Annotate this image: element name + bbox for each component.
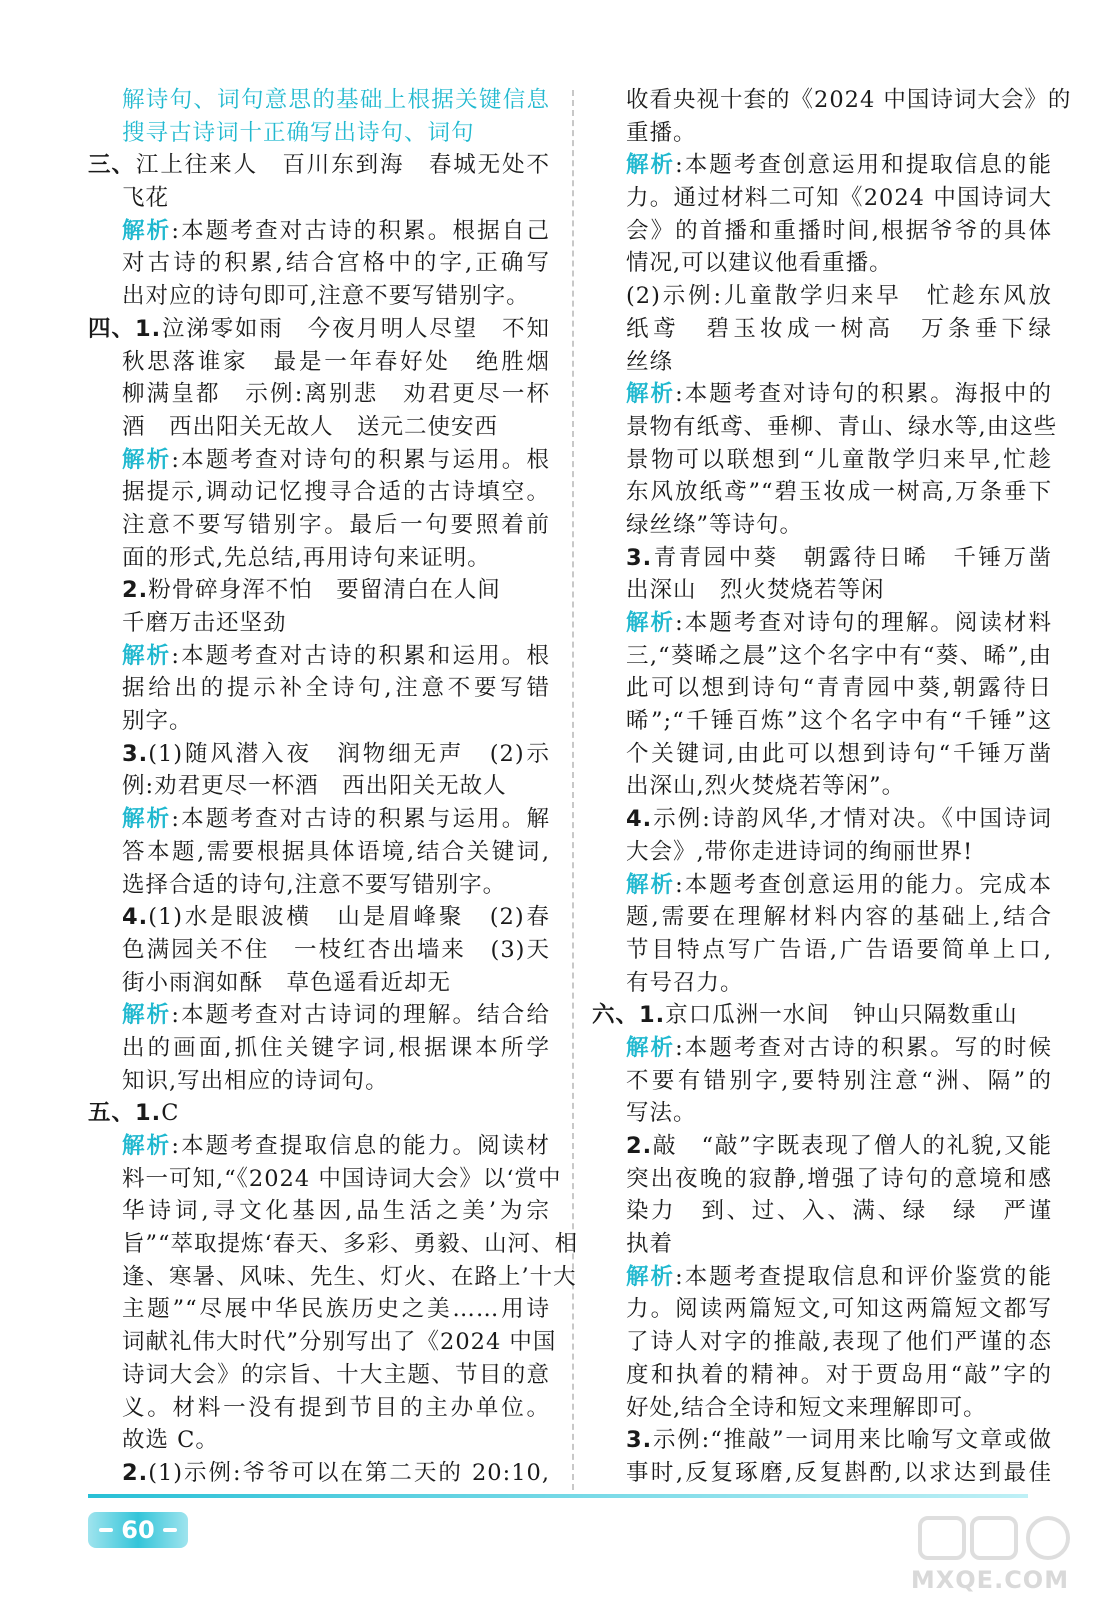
analysis-line: 解析:本题考查对古诗的积累。写的时候 <box>626 1034 1052 1061</box>
question-number: 1. <box>639 1002 666 1029</box>
analysis-line: 知识,写出相应的诗词句。 <box>122 1067 389 1094</box>
analysis-line: 三,“葵晞之晨”这个名字中有“葵、晞”,由 <box>626 642 1052 669</box>
analysis-line: 料一可知,“《2024 中国诗词大会》以‘赏中 <box>122 1165 562 1192</box>
footer-rule <box>88 1494 1028 1498</box>
analysis-line: 义。材料一没有提到节目的主办单位。 <box>122 1394 550 1421</box>
analysis-line: 会》的首播和重播时间,根据爷爷的具体 <box>626 217 1052 244</box>
analysis-label: 解析 <box>122 1002 172 1029</box>
analysis-label: 解析 <box>122 806 172 833</box>
analysis-line: 力。阅读两篇短文,可知这两篇短文都写 <box>626 1296 1052 1323</box>
answer-line: 出深山 烈火焚烧若等闲 <box>626 577 885 604</box>
analysis-label: 解析 <box>626 1034 676 1061</box>
analysis-label: 解析 <box>122 446 172 473</box>
analysis-line: 晞”;“千锤百炼”这个名字中有“千锤”这 <box>626 708 1052 735</box>
analysis-line: 东风放纸鸢”“碧玉妆成一树高,万条垂下 <box>626 479 1052 506</box>
analysis-line: 据提示,调动记忆搜寻合适的古诗填空。 <box>122 479 550 506</box>
analysis-label: 解析 <box>626 610 676 636</box>
analysis-line: 据给出的提示补全诗句,注意不要写错 <box>122 675 550 702</box>
analysis-label: 解析 <box>122 642 172 669</box>
analysis-label: 解析 <box>626 871 676 898</box>
analysis-line: 景物有纸鸢、垂柳、青山、绿水等,由这些 <box>626 413 1058 440</box>
analysis-line: 解析:本题考查对诗句的积累。海报中的 <box>626 381 1052 408</box>
answer-line: 飞花 <box>122 185 170 212</box>
analysis-line: 解析:本题考查对诗句的积累与运用。根 <box>122 446 550 473</box>
section-number: 五、 <box>88 1100 136 1127</box>
analysis-line: 答本题,需要根据具体语境,结合关键词, <box>122 838 550 865</box>
analysis-line: 力。通过材料二可知《2024 中国诗词大 <box>626 185 1052 212</box>
answer-line: 突出夜晚的寂静,增强了诗句的意境和感 <box>626 1165 1052 1192</box>
analysis-line: 出对应的诗句即可,注意不要写错别字。 <box>122 283 530 310</box>
answer-line: 千磨万击还坚劲 <box>122 610 287 636</box>
answer-line: 酒 西出阳关无故人 送元二使安西 <box>122 413 499 440</box>
section-number: 三、 <box>88 152 136 179</box>
section-4-answer: 四、1.泣涕零如雨 今夜月明人尽望 不知 <box>88 313 550 346</box>
analysis-line: 节目特点写广告语,广告语要简单上口, <box>626 936 1052 963</box>
watermark-text: MXQE.COM <box>910 1566 1070 1594</box>
analysis-line: 解析:本题考查对古诗的积累和运用。根 <box>122 642 550 669</box>
analysis-line: 解析:本题考查对古诗的积累与运用。解 <box>122 806 550 833</box>
question-number: 2. <box>626 1133 653 1159</box>
answer-line: 色满园关不住 一枝红杏出墙来 (3)天 <box>122 936 550 963</box>
analysis-line: 别字。 <box>122 708 193 735</box>
analysis-line: 面的形式,先总结,再用诗句来证明。 <box>122 544 491 571</box>
answer-line: 收看央视十套的《2024 中国诗词大会》的 <box>626 87 1072 113</box>
answer-line: 染力 到、过、入、满、绿 绿 严谨 <box>626 1198 1052 1225</box>
question-number: 4. <box>626 806 653 833</box>
analysis-line: 有号召力。 <box>626 969 744 996</box>
analysis-line: 诗词大会》的宗旨、十大主题、节目的意 <box>122 1361 550 1388</box>
section-number: 四、 <box>88 315 136 342</box>
handwritten-note-line: 解诗句、词句意思的基础上根据关键信息 <box>122 87 550 113</box>
analysis-line: 旨”“萃取提炼‘春天、多彩、勇毅、山河、相 <box>122 1231 579 1258</box>
analysis-line: 景物可以联想到“儿童散学归来早,忙趁 <box>626 446 1052 473</box>
analysis-line: 情况,可以建议他看重播。 <box>626 250 893 277</box>
analysis-line: 绿丝绦”等诗句。 <box>626 511 804 538</box>
analysis-label: 解析 <box>122 217 172 244</box>
section-5-answer: 五、1.C <box>88 1097 550 1130</box>
analysis-line: 不要有错别字,要特别注意“洲、隔”的 <box>626 1067 1052 1094</box>
question-4-answer: 4.(1)水是眼波横 山是眉峰聚 (2)春 <box>122 904 550 931</box>
question-number: 2. <box>122 1459 149 1486</box>
left-column <box>88 84 579 1490</box>
watermark-logo-icon <box>900 1510 1080 1570</box>
question-number: 3. <box>122 740 149 767</box>
answer-line: 执着 <box>626 1231 674 1258</box>
analysis-line: 主题”“尽展中华民族历史之美……用诗 <box>122 1296 550 1323</box>
badge-decoration <box>99 1528 113 1532</box>
answer-line: 柳满皇都 示例:离别悲 劝君更尽一杯 <box>122 381 550 408</box>
analysis-line: 对古诗的积累,结合宫格中的字,正确写 <box>122 250 550 277</box>
analysis-line: 写法。 <box>626 1100 697 1127</box>
right-column <box>592 84 1072 1490</box>
analysis-line: 词献礼伟大时代”分别写出了《2024 中国 <box>122 1329 557 1356</box>
analysis-label: 解析 <box>626 152 676 179</box>
analysis-line: 个关键词,由此可以想到诗句“千锤万凿 <box>626 740 1052 767</box>
analysis-line: 题,需要在理解材料内容的基础上,结合 <box>626 904 1052 931</box>
question-6-2-answer: 2.敲 “敲”字既表现了僧人的礼貌,又能 <box>626 1133 1052 1159</box>
question-number: 1. <box>135 315 162 342</box>
answer-line: 丝绦 <box>626 348 674 375</box>
question-5-2-answer: 2.(1)示例:爷爷可以在第二天的 20:10, <box>122 1459 550 1486</box>
analysis-label: 解析 <box>626 1263 676 1290</box>
analysis-line: 好处,结合全诗和短文来理解即可。 <box>626 1394 987 1421</box>
badge-decoration <box>163 1528 177 1532</box>
analysis-line: 解析:本题考查创意运用和提取信息的能 <box>626 152 1052 179</box>
question-number: 4. <box>122 904 149 931</box>
answer-line: 重播。 <box>626 119 697 146</box>
question-3-answer: 3.(1)随风潜入夜 润物细无声 (2)示 <box>122 740 550 767</box>
analysis-line: 选择合适的诗句,注意不要写错别字。 <box>122 871 507 898</box>
question-number: 3. <box>626 1427 653 1454</box>
analysis-line: 了诗人对字的推敲,表现了他们严谨的态 <box>626 1329 1052 1356</box>
site-watermark <box>900 1510 1080 1598</box>
section-6-answer: 六、1.京口瓜洲一水间 钟山只隔数重山 <box>592 999 1052 1032</box>
question-3-answer: 3.青青园中葵 朝露待日晞 千锤万凿 <box>626 544 1052 571</box>
question-6-3-answer: 3.示例:“推敲”一词用来比喻写文章或做 <box>626 1427 1052 1454</box>
analysis-line: 解析:本题考查创意运用的能力。完成本 <box>626 871 1052 898</box>
analysis-line: 度和执着的精神。对于贾岛用“敲”字的 <box>626 1361 1052 1388</box>
analysis-line: 此可以想到诗句“青青园中葵,朝露待日 <box>626 675 1052 702</box>
answer-line: 例:劝君更尽一杯酒 西出阳关无故人 <box>122 773 507 800</box>
section-3-answer: 三、江上往来人 百川东到海 春城无处不 <box>88 149 550 182</box>
question-4-answer: 4.示例:诗韵风华,才情对决。《中国诗词 <box>626 806 1052 833</box>
analysis-line: 出的画面,抓住关键字词,根据课本所学 <box>122 1034 550 1061</box>
answer-line: (2)示例:儿童散学归来早 忙趁东风放 <box>626 283 1052 310</box>
question-number: 3. <box>626 544 653 571</box>
analysis-line: 解析:本题考查对诗句的理解。阅读材料 <box>626 610 1052 636</box>
handwritten-note-line: 搜寻古诗词十正确写出诗句、词句 <box>122 119 475 146</box>
answer-line: 街小雨润如酥 草色遥看近却无 <box>122 969 452 996</box>
page-number: 60 <box>121 1516 155 1544</box>
question-2-answer: 2.粉骨碎身浑不怕 要留清白在人间 <box>122 577 501 604</box>
page-number-badge <box>88 1512 188 1548</box>
analysis-line: 解析:本题考查提取信息和评价鉴赏的能 <box>626 1263 1052 1290</box>
analysis-line: 出深山,烈火焚烧若等闲”。 <box>626 773 906 800</box>
analysis-line: 故选 C。 <box>122 1427 219 1454</box>
analysis-line: 华诗词,寻文化基因,品生活之美’为宗 <box>122 1198 550 1225</box>
question-number: 1. <box>135 1100 162 1127</box>
analysis-line: 解析:本题考查对古诗词的理解。结合给 <box>122 1002 550 1029</box>
answer-line: 纸鸢 碧玉妆成一树高 万条垂下绿 <box>626 315 1052 342</box>
analysis-label: 解析 <box>626 381 676 408</box>
answer-line: 大会》,带你走进诗词的绚丽世界! <box>626 838 974 865</box>
analysis-line: 解析:本题考查对古诗的积累。根据自己 <box>122 217 550 244</box>
analysis-line: 解析:本题考查提取信息的能力。阅读材 <box>122 1133 550 1159</box>
section-number: 六、 <box>592 1002 640 1029</box>
question-number: 2. <box>122 577 149 604</box>
answer-line: 秋思落谁家 最是一年春好处 绝胜烟 <box>122 348 550 375</box>
analysis-line: 逢、寒暑、风味、先生、灯火、在路上’十大 <box>122 1263 577 1290</box>
analysis-label: 解析 <box>122 1133 172 1159</box>
analysis-line: 注意不要写错别字。最后一句要照着前 <box>122 511 550 538</box>
answer-line: 事时,反复琢磨,反复斟酌,以求达到最佳 <box>626 1459 1052 1486</box>
